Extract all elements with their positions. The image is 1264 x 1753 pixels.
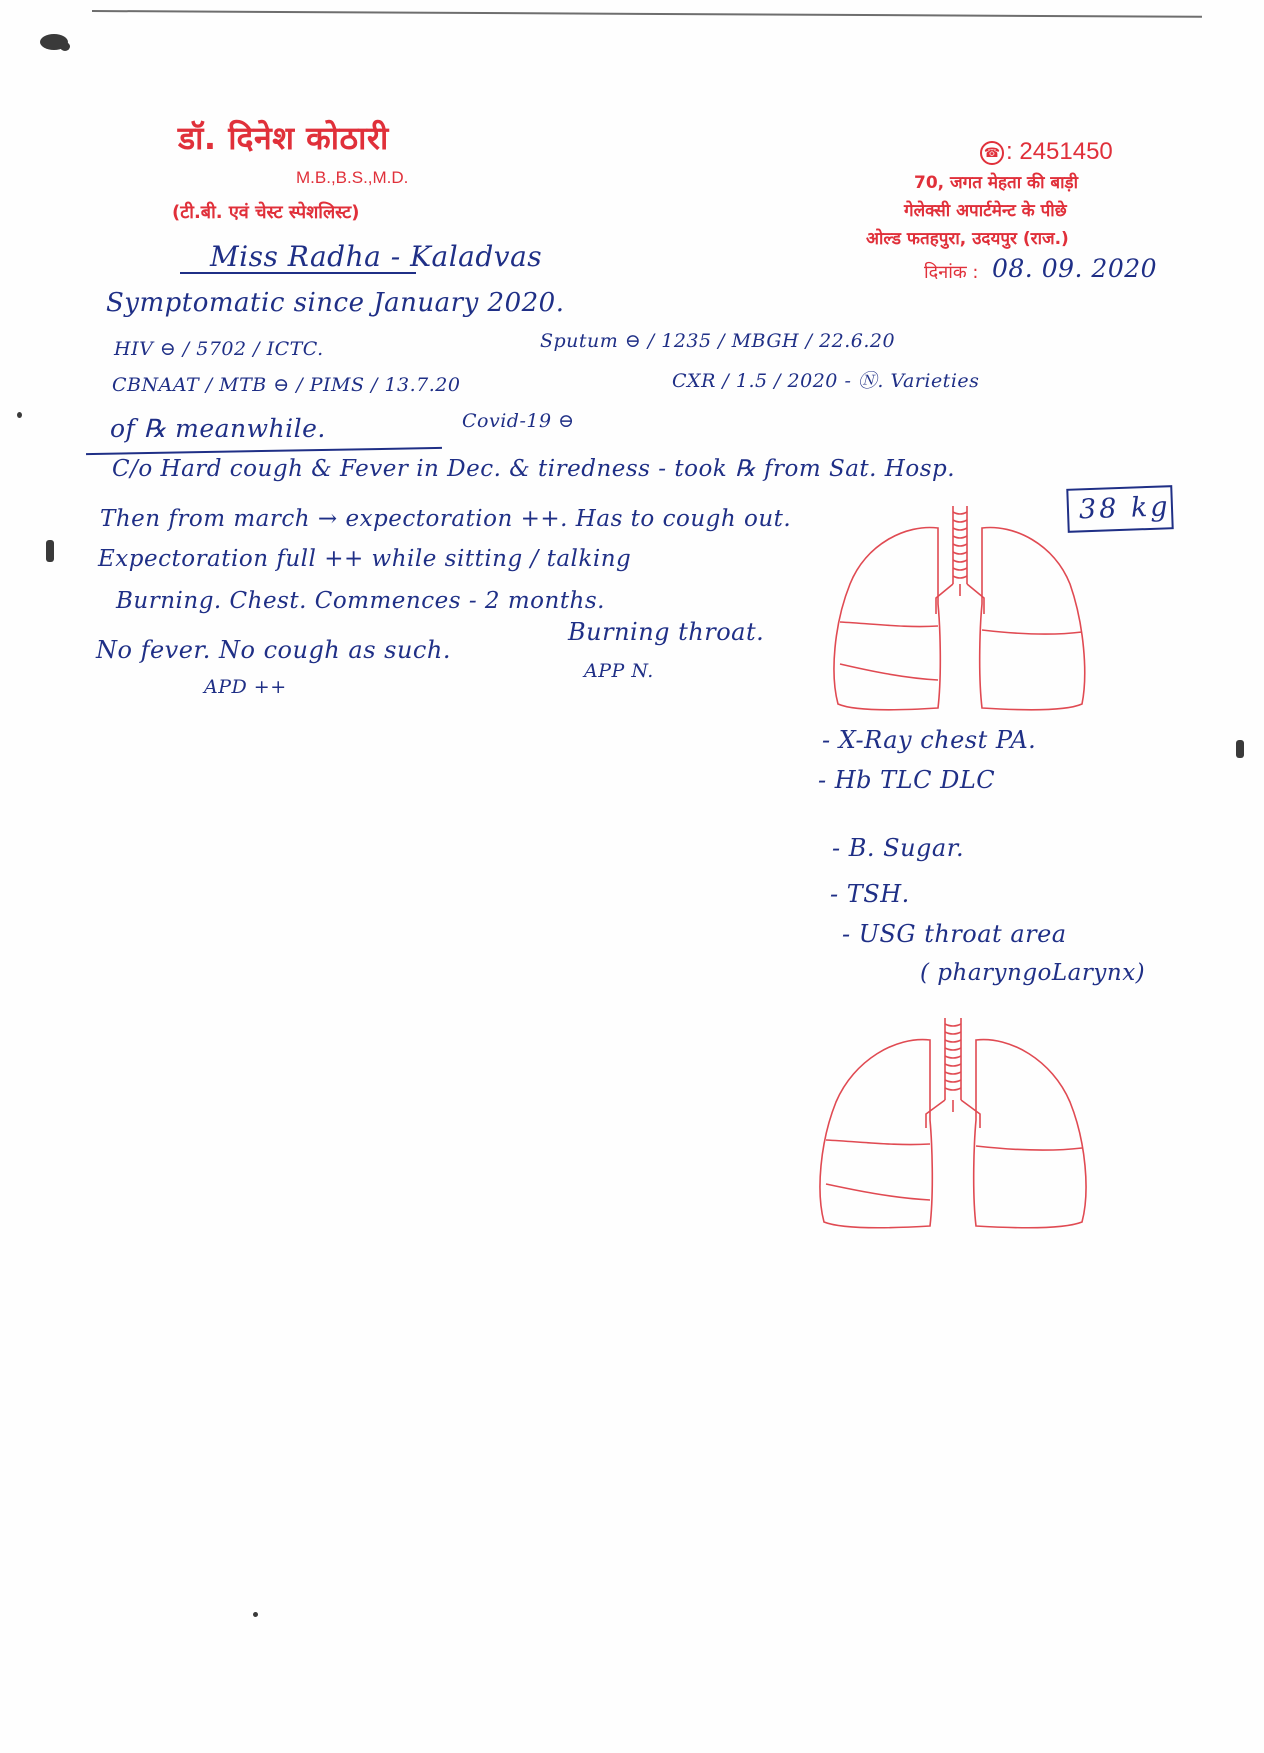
doctor-degree: M.B.,B.S.,M.D. <box>296 168 409 187</box>
note-line-6: Then from march → expectoration ++. Has to cough out. <box>100 506 792 532</box>
note-line-2a: HIV ⊖ / 5702 / ICTC. <box>114 338 324 360</box>
ink-smudge <box>60 42 70 51</box>
left-lung-fissure <box>840 622 938 680</box>
plan-item-5-note: ( pharyngoLarynx) <box>920 960 1146 986</box>
note-line-3b: CXR / 1.5 / 2020 - Ⓝ. Varieties <box>672 370 980 392</box>
trachea <box>926 1018 980 1128</box>
patient-weight: 38 kg <box>1078 491 1172 526</box>
date-value: 08. 09. 2020 <box>992 254 1158 283</box>
ink-smudge <box>46 540 54 562</box>
note-line-4b: Covid-19 ⊖ <box>462 410 575 432</box>
note-line-10a: APD ++ <box>204 676 287 698</box>
left-lung-fissure <box>826 1140 930 1200</box>
lungs-diagram <box>826 504 1112 716</box>
note-line-3a: CBNAAT / MTB ⊖ / PIMS / 13.7.20 <box>112 374 461 396</box>
ink-smudge <box>17 412 22 418</box>
plan-item-1: - X-Ray chest PA. <box>822 726 1037 754</box>
note-line-4a: of ℞ meanwhile. <box>110 414 326 443</box>
note-line-5: C/o Hard cough & Fever in Dec. & tiredness - took ℞ from Sat. Hosp. <box>112 456 956 482</box>
patient-name-underline <box>180 272 416 274</box>
note-line-10b: APP N. <box>584 660 654 682</box>
doctor-specialty: (टी.बी. एवं चेस्ट स्पेशलिस्ट) <box>172 202 360 223</box>
plan-item-5: - USG throat area <box>842 920 1067 948</box>
address-line-1: 70, जगत मेहता की बाड़ी <box>914 173 1079 193</box>
phone-prefix: : <box>1006 138 1013 165</box>
ink-smudge <box>1236 740 1244 758</box>
history-divider <box>86 447 442 455</box>
note-line-1: Symptomatic since January 2020. <box>106 288 565 318</box>
plan-item-2: - Hb TLC DLC <box>818 766 996 794</box>
clinic-phone <box>980 138 1113 166</box>
doctor-name: डॉ. दिनेश कोठारी <box>178 119 389 157</box>
trachea <box>936 506 984 614</box>
plan-item-3: - B. Sugar. <box>832 834 965 862</box>
plan-item-4: - TSH. <box>830 880 910 908</box>
note-line-8: Burning. Chest. Commences - 2 months. <box>116 588 605 614</box>
note-line-9b: Burning throat. <box>568 618 765 646</box>
address-line-3: ओल्ड फतहपुरा, उदयपुर (राज.) <box>866 229 1069 249</box>
address-line-2: गेलेक्सी अपार्टमेन्ट के पीछे <box>904 201 1067 221</box>
phone-icon: ☎ <box>980 141 1004 165</box>
date-label: दिनांक : <box>924 262 979 283</box>
note-line-7: Expectoration full ++ while sitting / talking <box>98 546 632 572</box>
right-lung <box>980 527 1085 709</box>
lungs-diagram <box>812 1016 1108 1234</box>
right-lung-fissure <box>982 630 1082 634</box>
phone-number: 2451450 <box>1019 138 1113 165</box>
ink-smudge <box>253 1612 258 1617</box>
left-lung <box>834 527 940 709</box>
right-lung-fissure <box>976 1146 1082 1150</box>
right-lung <box>974 1040 1086 1228</box>
note-line-9a: No fever. No cough as such. <box>96 636 451 664</box>
patient-name: Miss Radha - Kaladvas <box>210 240 543 273</box>
note-line-2b: Sputum ⊖ / 1235 / MBGH / 22.6.20 <box>540 330 896 352</box>
top-edge-rule <box>92 10 1202 18</box>
